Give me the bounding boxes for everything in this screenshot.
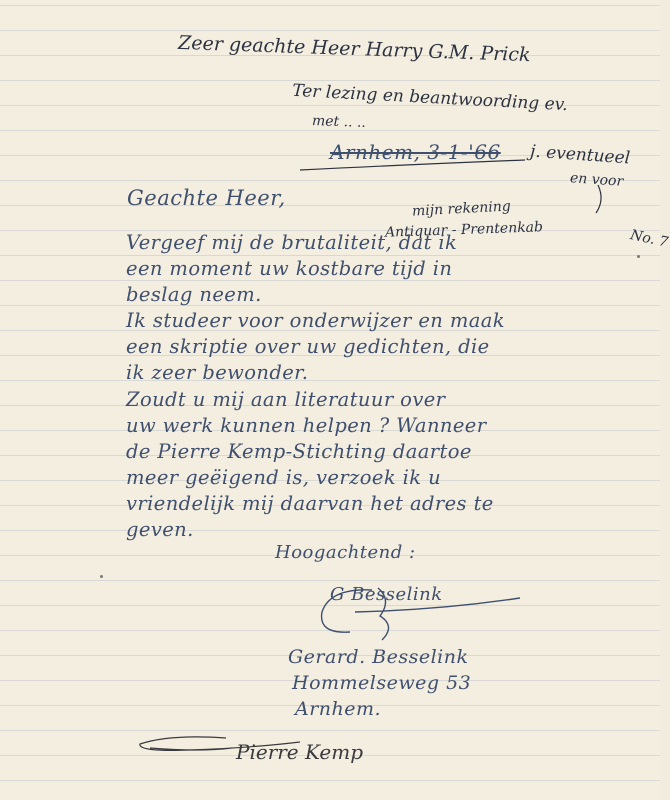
annotation-address: Zeer geachte Heer Harry G.M. Prick bbox=[177, 31, 531, 67]
annotation-instruction-3: j. eventueel bbox=[529, 141, 631, 169]
punch-hole-mark bbox=[637, 255, 640, 258]
letter-closing: Hoogachtend : bbox=[275, 542, 416, 563]
annotation-instruction-6: Antiquar - Prentenkab bbox=[384, 219, 544, 241]
annotation-instruction-5: mijn rekening bbox=[411, 198, 512, 220]
letter-body-line: Ik studeer voor onderwijzer en maak bbox=[126, 309, 506, 333]
annotation-bracket bbox=[596, 185, 601, 213]
signature-flourish bbox=[322, 584, 520, 640]
footer-signature-flourish bbox=[140, 737, 300, 751]
letter-body-line: Vergeef mij de brutaliteit, dat ik bbox=[126, 231, 458, 254]
letter-body-line: geven. bbox=[126, 518, 194, 542]
annotation-instruction-2: met .. .. bbox=[311, 113, 367, 131]
letter-body-line: ik zeer bewonder. bbox=[126, 361, 309, 385]
footer-signature: Pierre Kemp bbox=[236, 740, 364, 764]
letter-body-line: vriendelijk mij daarvan het adres te bbox=[126, 491, 494, 515]
annotation-underline bbox=[300, 160, 525, 170]
letter-body-line: de Pierre Kemp-Stichting daartoe bbox=[126, 439, 472, 463]
letter-body-line: meer geëigend is, verzoek ik u bbox=[126, 465, 442, 489]
punch-hole-mark bbox=[100, 575, 103, 578]
letter-salutation: Geachte Heer, bbox=[127, 186, 286, 210]
annotation-instruction-4: en voor bbox=[569, 170, 624, 190]
letter-body-line: uw werk kunnen helpen ? Wanneer bbox=[126, 413, 487, 437]
annotation-instruction-1: Ter lezing en beantwoording ev. bbox=[291, 80, 569, 116]
letter-body-line: beslag neem. bbox=[126, 283, 262, 307]
letter-place-date: Arnhem, 3-1-'66 bbox=[330, 140, 501, 164]
letter-body-line: een moment uw kostbare tijd in bbox=[126, 257, 453, 281]
letter-body-line: een skriptie over uw gedichten, die bbox=[126, 335, 490, 359]
letter-body-line: Zoudt u mij aan literatuur over bbox=[126, 387, 446, 411]
sender-street: Hommelseweg 53 bbox=[292, 672, 472, 694]
letter-signature: G Besselink bbox=[330, 584, 443, 605]
sender-city: Arnhem. bbox=[295, 698, 382, 720]
annotation-margin-note: No. 7 bbox=[628, 227, 670, 251]
sender-name: Gerard. Besselink bbox=[288, 646, 469, 668]
